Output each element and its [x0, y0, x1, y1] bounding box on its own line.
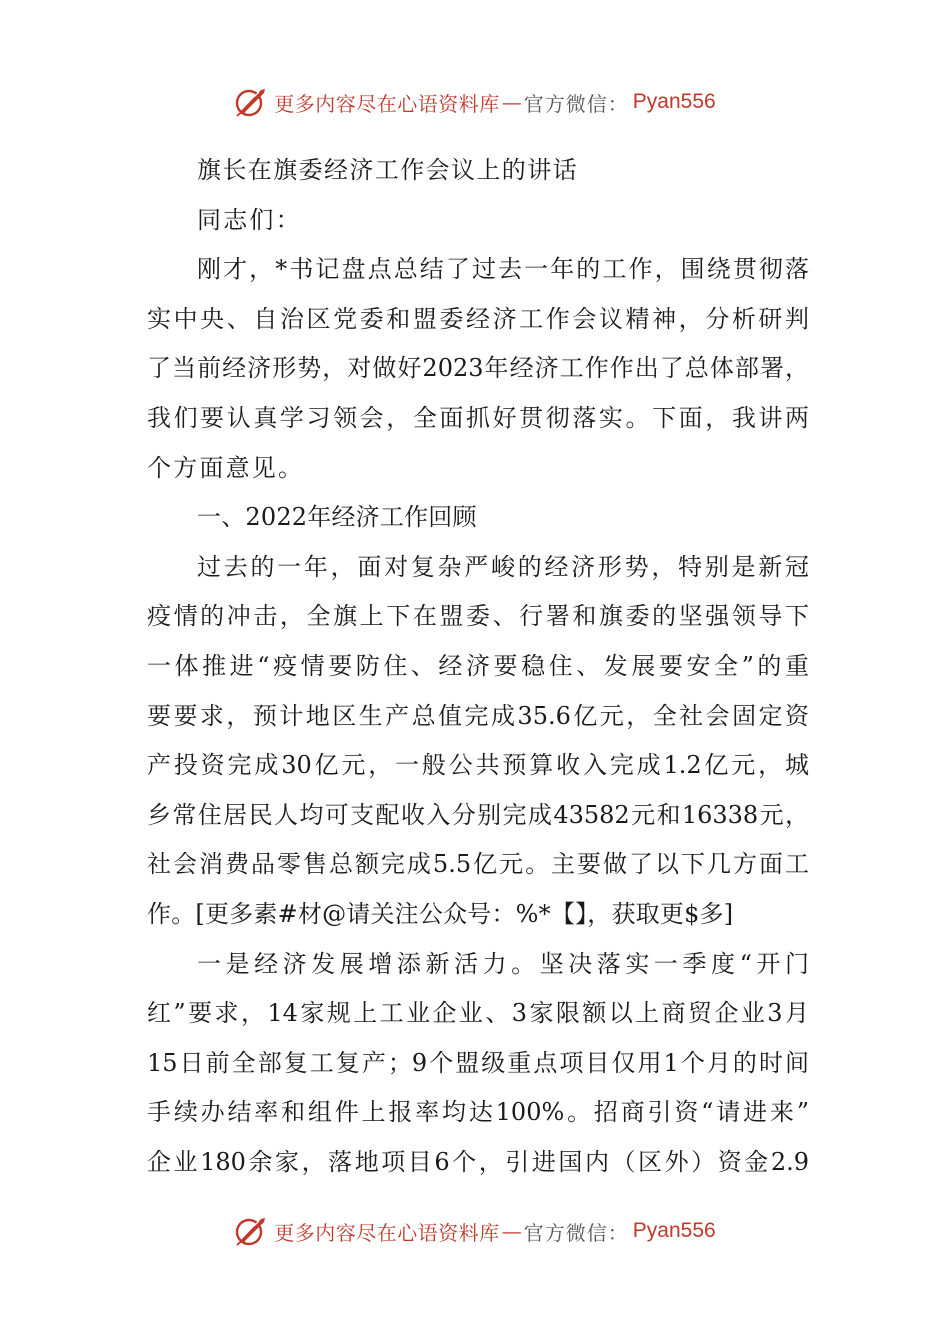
- paragraph-line: 产投资完成30亿元，一般公共预算收入完成1.2亿元，城: [147, 751, 809, 780]
- quill-pen-logo-icon: [234, 85, 268, 119]
- paragraph-line: 一体推进“疫情要防住、经济要稳住、发展要安全”的重: [147, 651, 809, 680]
- paragraph-line: 过去的一年，面对复杂严峻的经济形势，特别是新冠: [197, 552, 809, 581]
- paragraph-line: 刚才，*书记盘点总结了过去一年的工作，围绕贯彻落: [197, 255, 809, 284]
- official-wechat-label: 官方微信：: [523, 1220, 629, 1245]
- paragraph-line: 红”要求，14家规上工业企业、3家限额以上商贸企业3月: [147, 999, 809, 1028]
- paragraph-line: 社会消费品零售总额完成5.5亿元。主要做了以下几方面工: [147, 850, 809, 879]
- paragraph-line: 了当前经济形势，对做好2023年经济工作作出了总体部署，: [147, 354, 809, 383]
- paragraph-line: 乡常住居民人均可支配收入分别完成43582元和16338元，: [147, 800, 809, 829]
- paragraph-line: 15日前全部复工复产；9个盟级重点项目仅用1个月的时间: [147, 1048, 809, 1077]
- paragraph-line: 一是经济发展增添新活力。坚决落实一季度“开门: [197, 949, 809, 978]
- header-watermark-banner: [0, 82, 950, 122]
- brand-name: 更多内容尽在心语资料库: [274, 91, 500, 116]
- paragraph-line: 要要求，预计地区生产总值完成35.6亿元，全社会固定资: [147, 701, 809, 730]
- document-body: [147, 146, 809, 1187]
- paragraph-line: 实中央、自治区党委和盟委经济工作会议精神，分析研判: [147, 304, 809, 333]
- section-heading: 一、2022年经济工作回顾: [197, 503, 477, 532]
- document-title: 旗长在旗委经济工作会议上的讲话: [197, 156, 578, 184]
- paragraph-line: 企业180余家，落地项目6个，引进国内（区外）资金2.9: [147, 1147, 809, 1176]
- brand-separator: —: [501, 90, 522, 114]
- quill-pen-logo-icon: [234, 1214, 268, 1248]
- brand-separator: —: [501, 1219, 522, 1243]
- official-wechat-label: 官方微信：: [523, 91, 629, 116]
- paragraph-line: 我们要认真学习领会，全面抓好贯彻落实。下面，我讲两: [147, 403, 809, 432]
- wechat-id: Pyan556: [632, 90, 716, 113]
- wechat-id: Pyan556: [632, 1219, 716, 1242]
- brand-name: 更多内容尽在心语资料库: [274, 1220, 500, 1245]
- paragraph-line: 疫情的冲击，全旗上下在盟委、行署和旗委的坚强领导下: [147, 602, 809, 631]
- paragraph-line: 作。[更多素#材@请关注公众号：%*【】，获取更$多]: [147, 899, 734, 928]
- paragraph-line: 个方面意见。: [147, 453, 305, 482]
- footer-watermark-banner: [0, 1211, 950, 1251]
- salutation: 同志们：: [197, 205, 302, 234]
- paragraph-line: 手续办结率和组件上报率均达100%。招商引资“请进来”: [147, 1098, 809, 1127]
